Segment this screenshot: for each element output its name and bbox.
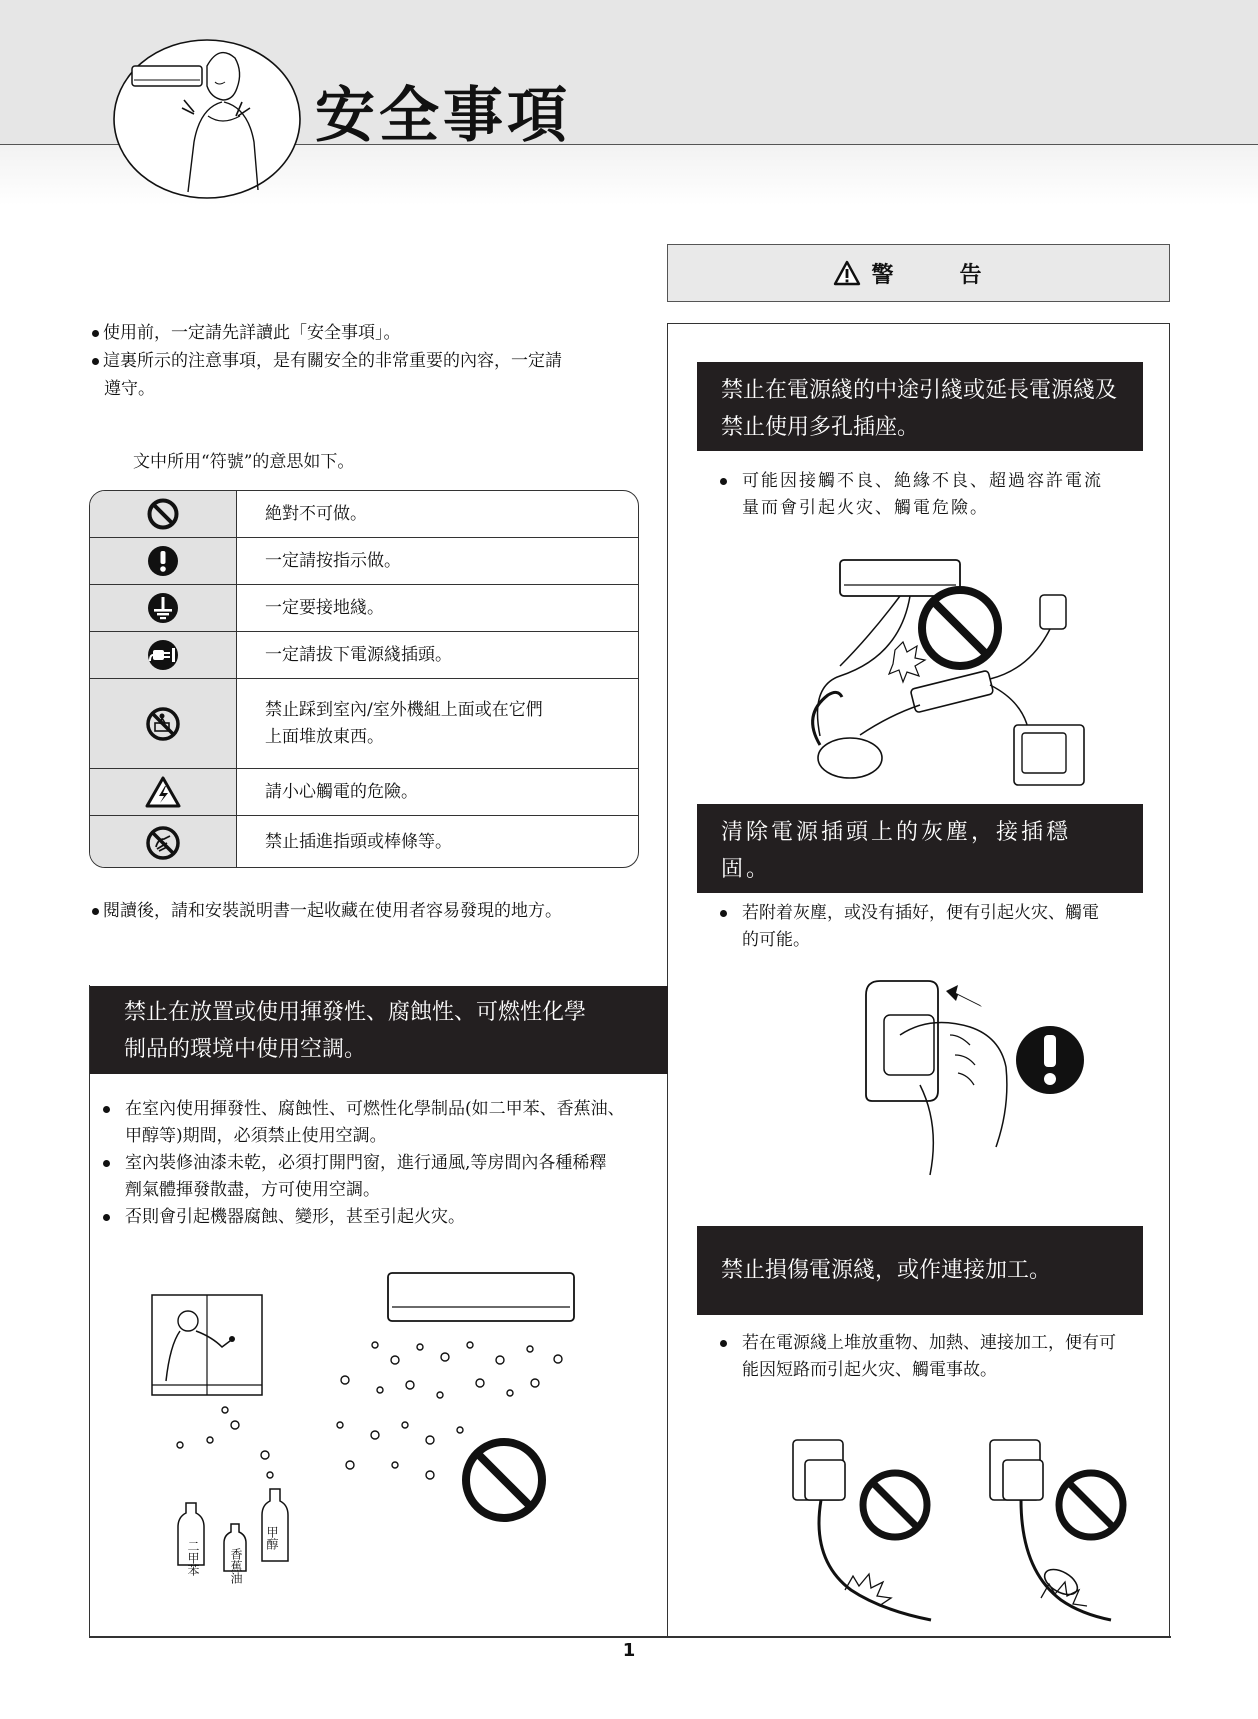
bottle-label: 甲醇 — [265, 1526, 279, 1550]
symbol-row — [90, 538, 638, 585]
left-section-list — [101, 1096, 666, 1231]
mandatory-icon — [146, 544, 180, 578]
right-section-text-3 — [718, 1330, 1158, 1384]
symbol-text: 一定要接地綫。 — [265, 597, 384, 618]
symbol-text: 絶對不可做。 — [265, 503, 367, 524]
list-item: 在室內使用揮發性、腐蝕性、可燃性化學制品(如二甲苯、香蕉油、 甲醇等)期間，必須禁止使用空調。 — [101, 1096, 666, 1150]
symbol-text: 禁止插進指頭或棒條等。 — [265, 832, 452, 852]
closing-note: 閱讀後，請和安裝説明書一起收藏在使用者容易發現的地方。 — [92, 898, 562, 924]
right-section-heading-1: 禁止在電源綫的中途引綫或延長電源綫及 禁止使用多孔插座。 — [697, 362, 1143, 451]
chemical-illustration — [140, 1265, 620, 1595]
page-title: 安全事項 — [315, 81, 571, 151]
bottle-label: 二甲苯 — [186, 1540, 200, 1576]
symbol-row — [90, 816, 638, 868]
list-item: 可能因接觸不良、絶緣不良、超過容許電流 量而會引起火灾、觸電危險。 — [718, 468, 1158, 522]
bottle-label: 香蕉油 — [229, 1548, 243, 1584]
list-item: 否則會引起機器腐蝕、變形，甚至引起火灾。 — [101, 1204, 666, 1231]
damaged-cord-illustration — [785, 1430, 1135, 1630]
symbols-caption: 文中所用“符號”的意思如下。 — [133, 452, 355, 472]
intro-line-1: 使用前，一定請先詳讀此「安全事項」。 — [92, 320, 401, 346]
list-item: 室內裝修油漆未乾，必須打開門窗，進行通風,等房間內各種稀釋 劑氣體揮發散盡，方可使用空調。 — [101, 1150, 666, 1204]
plug-in-illustration — [860, 975, 1100, 1180]
symbol-text: 一定請拔下電源綫插頭。 — [265, 644, 452, 665]
symbol-row — [90, 585, 638, 632]
right-section-heading-3: 禁止損傷電源綫，或作連接加工。 — [697, 1226, 1143, 1315]
no-step-icon — [145, 706, 181, 742]
symbol-text: 請小心觸電的危險。 — [265, 781, 418, 802]
header-illustration — [112, 38, 302, 200]
unplug-icon — [146, 638, 180, 672]
symbols-table — [89, 490, 639, 868]
symbol-text: 禁止踩到室內/室外機組上面或在它們 上面堆放東西。 — [265, 699, 543, 747]
warning-header — [667, 244, 1170, 302]
electric-shock-icon — [144, 775, 182, 809]
symbol-row — [90, 632, 638, 679]
page-number: 1 — [622, 1640, 636, 1661]
power-strip-illustration — [800, 555, 1100, 795]
bottom-rule — [89, 1636, 1171, 1638]
ground-icon — [146, 591, 180, 625]
right-section-text-2 — [718, 900, 1158, 954]
prohibited-icon — [146, 497, 180, 531]
symbol-row — [90, 491, 638, 538]
left-section-heading: 禁止在放置或使用揮發性、腐蝕性、可燃性化學 制品的環境中使用空調。 — [90, 986, 668, 1074]
right-section-heading-2: 清除電源插頭上的灰塵，接插穩 固。 — [697, 804, 1143, 893]
symbol-row — [90, 769, 638, 816]
warning-triangle-icon — [833, 260, 861, 286]
intro-line-2: 這裏所示的注意事項，是有關安全的非常重要的內容，一定請 — [92, 348, 562, 374]
intro-line-3: 遵守。 — [104, 379, 155, 399]
no-finger-icon — [145, 825, 181, 861]
list-item: 若附着灰塵，或没有插好，便有引起火灾、觸電 的可能。 — [718, 900, 1158, 954]
warning-label: 警 告 — [871, 262, 1004, 288]
symbol-text: 一定請按指示做。 — [265, 550, 401, 571]
list-item: 若在電源綫上堆放重物、加熱、連接加工，便有可 能因短路而引起火灾、觸電事故。 — [718, 1330, 1158, 1384]
right-section-text-1 — [718, 468, 1158, 522]
symbol-row — [90, 679, 638, 769]
